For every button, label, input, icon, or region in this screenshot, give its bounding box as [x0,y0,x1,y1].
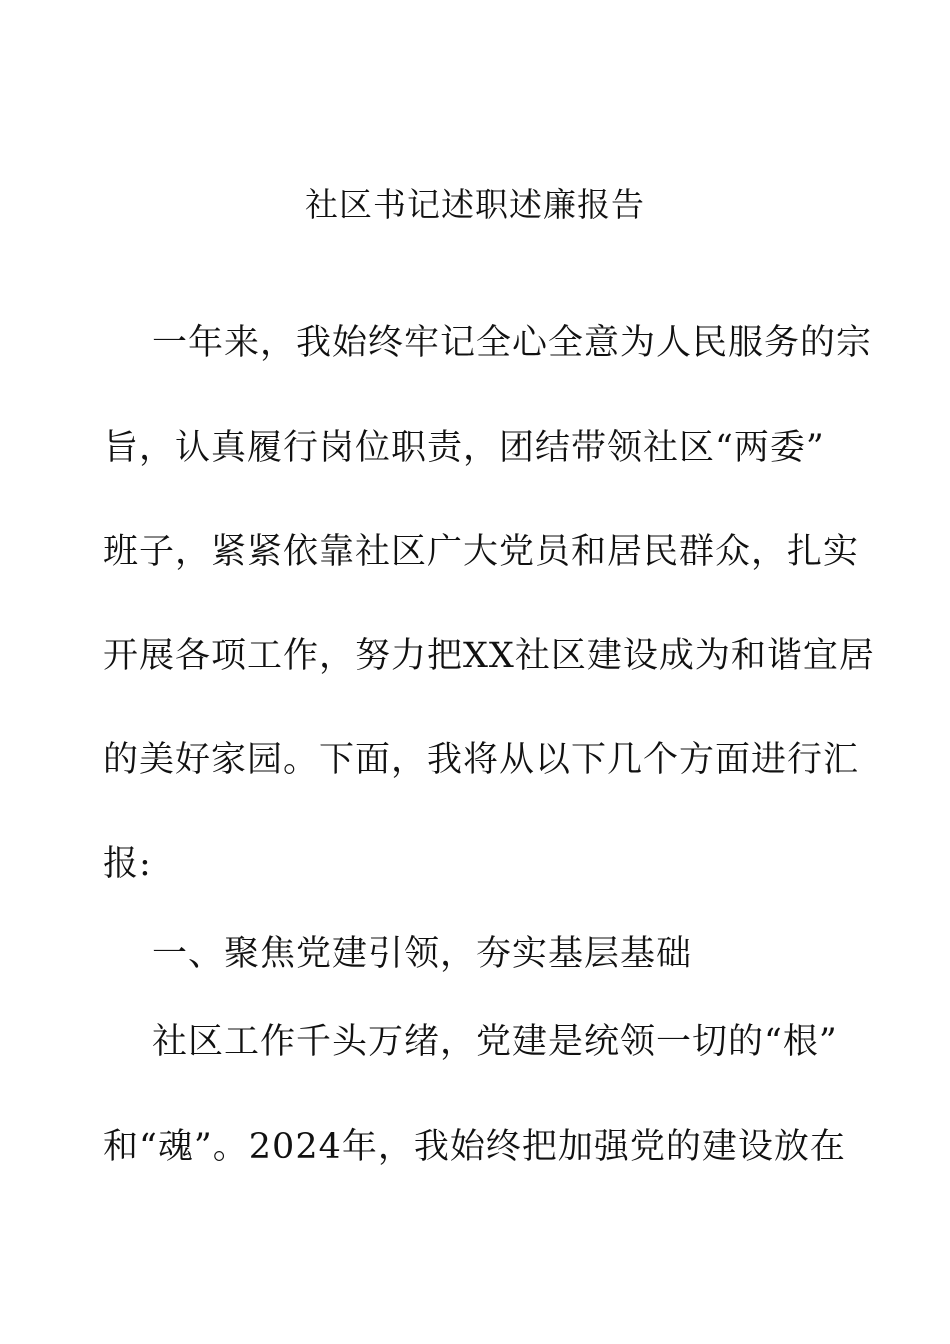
paragraph-line-2: 旨，认真履行岗位职责，团结带领社区“两委” [103,428,825,468]
paragraph-line-8: 和“魂”。2024年，我始终把加强党的建设放在 [103,1127,846,1167]
paragraph-line-3: 班子，紧紧依靠社区广大党员和居民群众，扎实 [103,532,860,572]
document-title: 社区书记述职述廉报告 [305,185,645,224]
paragraph-line-4: 开展各项工作，努力把XX社区建设成为和谐宜居 [103,636,875,676]
paragraph-line-6: 报: [103,844,152,884]
section-heading-1: 一、聚焦党建引领，夯实基层基础 [152,934,693,974]
paragraph-line-5: 的美好家园。下面，我将从以下几个方面进行汇 [103,740,860,780]
paragraph-line-1: 一年来，我始终牢记全心全意为人民服务的宗 [152,323,873,363]
paragraph-line-7: 社区工作千头万绪，党建是统领一切的“根” [152,1022,838,1062]
